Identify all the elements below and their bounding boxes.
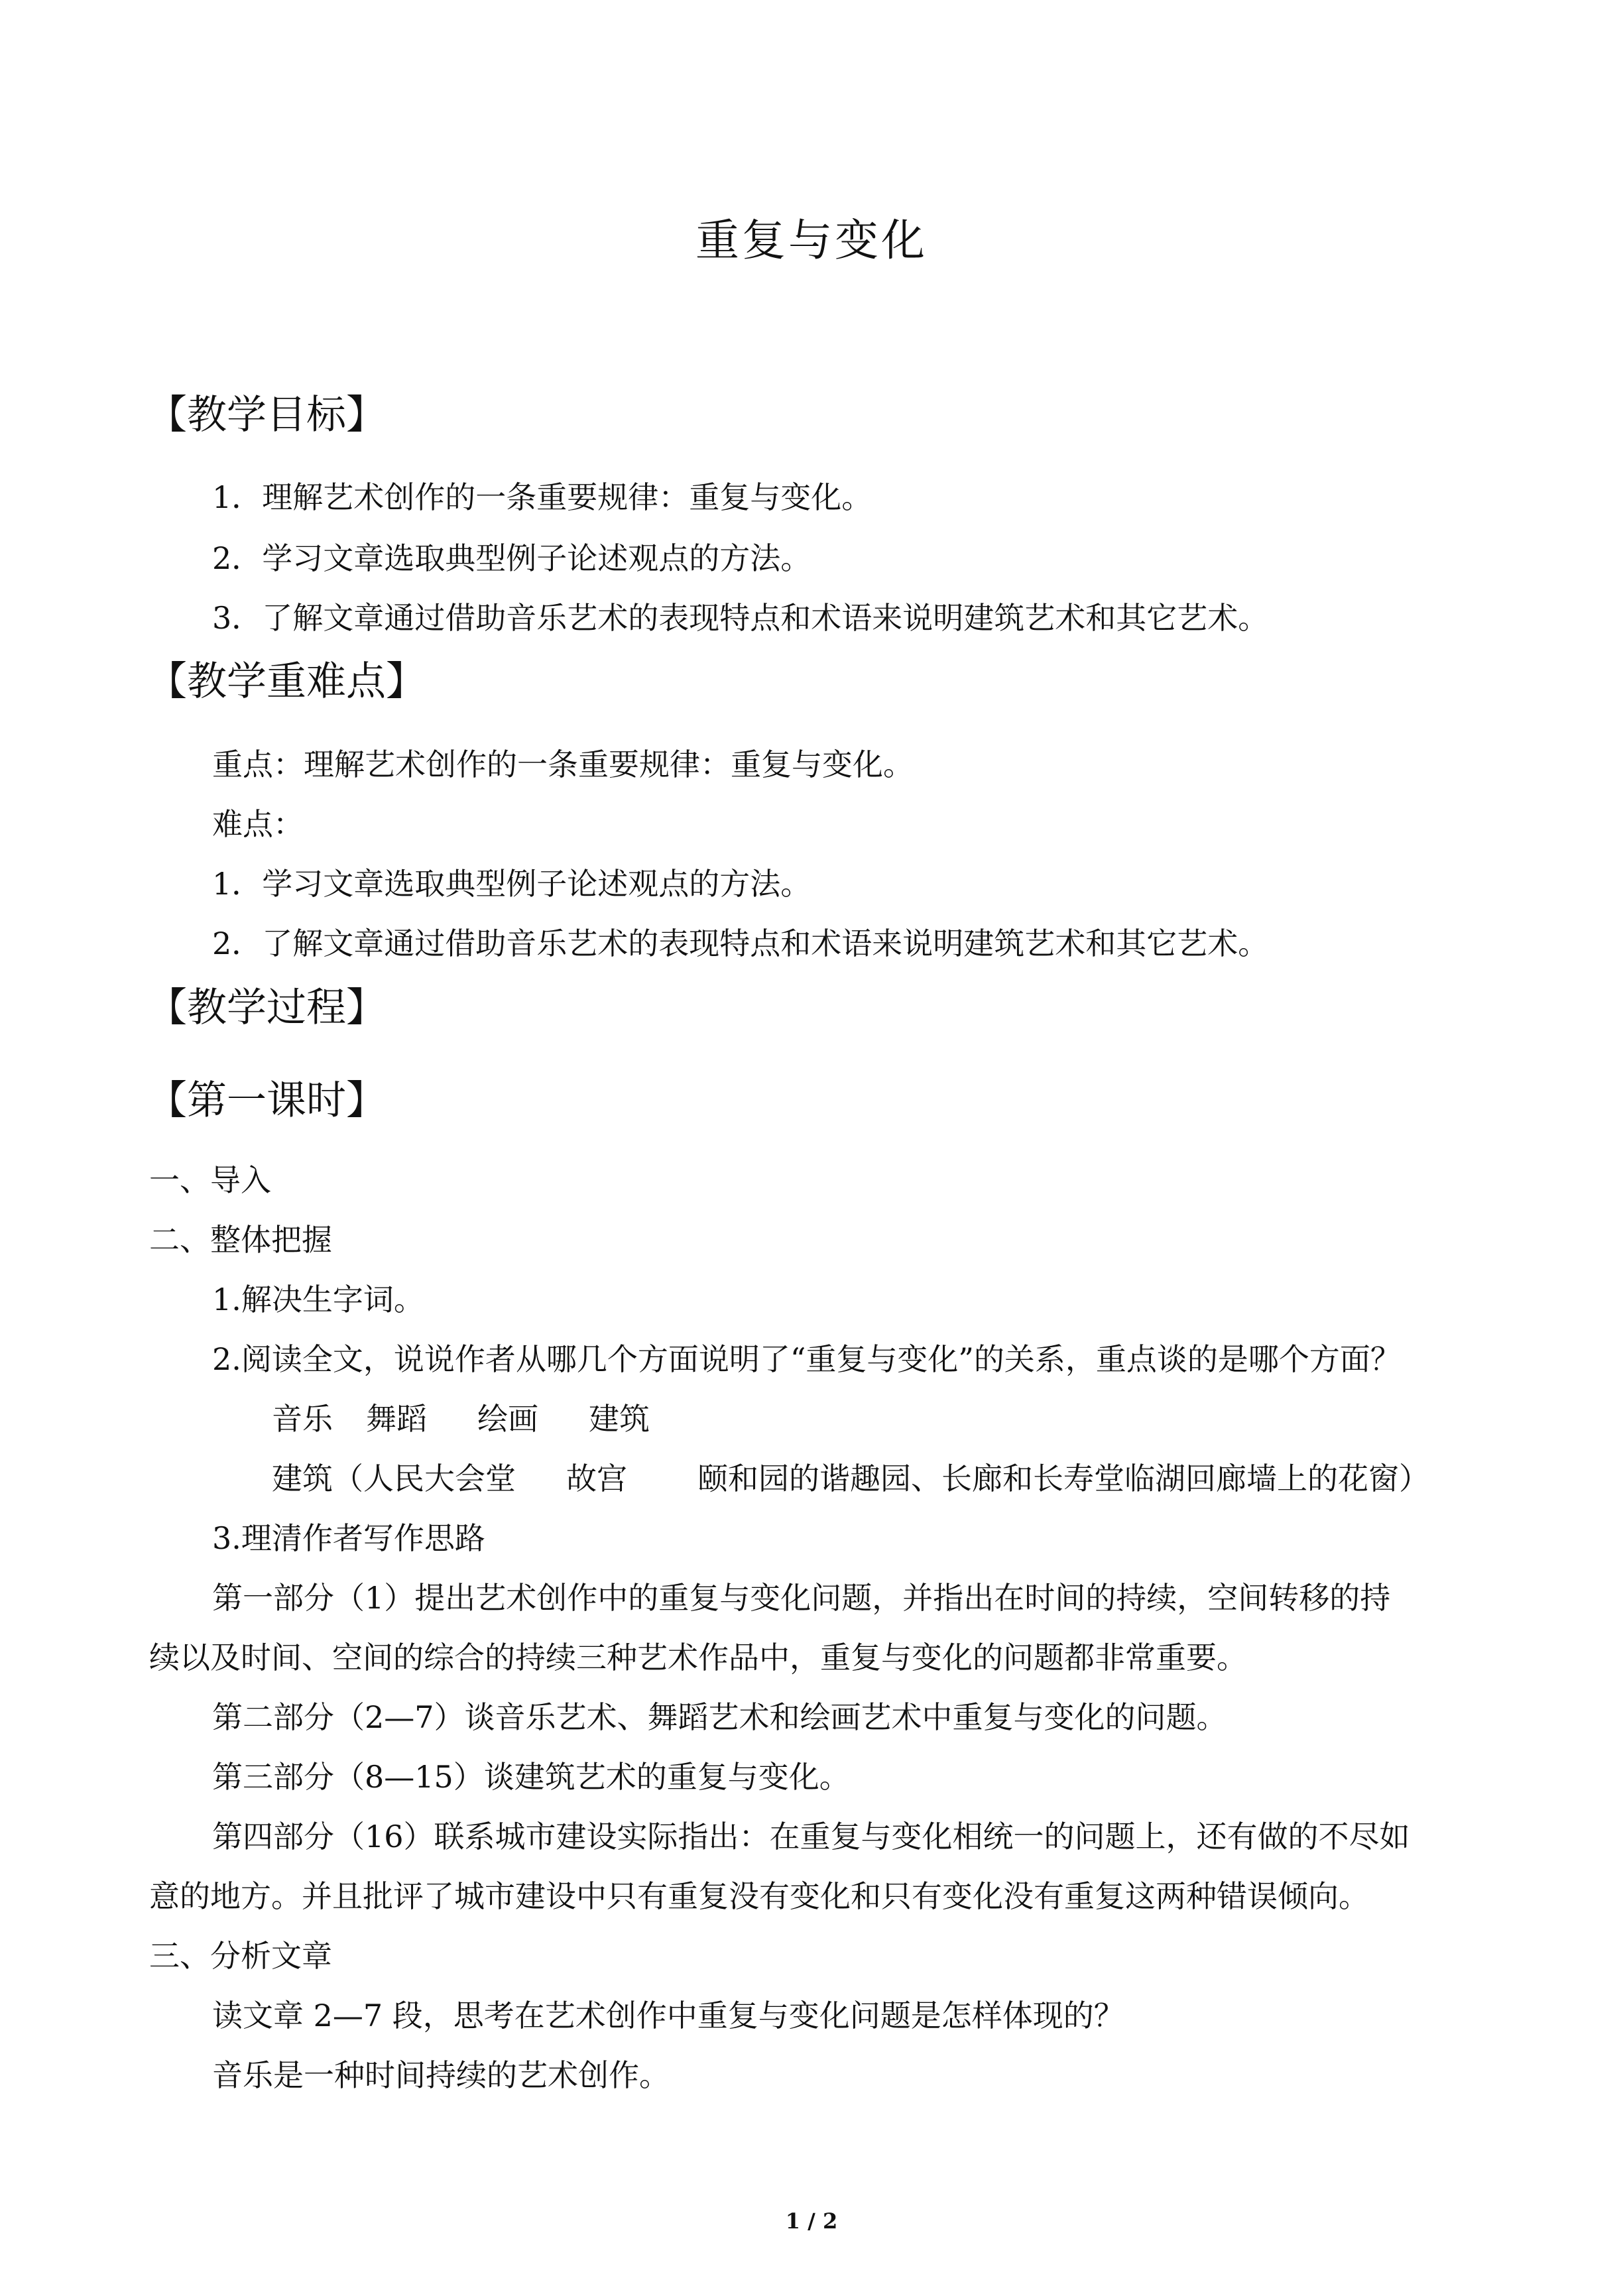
aspect-music: 音乐 bbox=[272, 1401, 333, 1437]
key-points-heading: 【教学重难点】 bbox=[147, 658, 426, 705]
part1-line-b: 续以及时间、空间的综合的持续三种艺术作品中，重复与变化的问题都非常重要。 bbox=[149, 1640, 1247, 1675]
analysis-line: 三、分析文章 bbox=[149, 1938, 332, 1974]
aspects-line bbox=[272, 1397, 650, 1441]
part4-line-b: 意的地方。并且批评了城市建设中只有重复没有变化和只有变化没有重复这两种错误倾向。 bbox=[149, 1878, 1369, 1914]
objective-item-1: 1．理解艺术创作的一条重要规律：重复与变化。 bbox=[212, 479, 872, 515]
objective-item-2: 2．学习文章选取典型例子论述观点的方法。 bbox=[212, 540, 812, 576]
aspect-architecture: 建筑 bbox=[589, 1401, 650, 1437]
part1-line-a: 第一部分（1）提出艺术创作中的重复与变化问题，并指出在时间的持续，空间转移的持 bbox=[212, 1580, 1391, 1616]
architecture-palace: 故宫 bbox=[566, 1461, 627, 1496]
music-line: 音乐是一种时间持续的艺术创作。 bbox=[212, 2057, 670, 2093]
objectives-heading: 【教学目标】 bbox=[147, 392, 386, 438]
overall-line: 二、整体把握 bbox=[149, 1222, 332, 1258]
difficult-item-1: 1．学习文章选取典型例子论述观点的方法。 bbox=[212, 866, 812, 902]
key-point: 重点：理解艺术创作的一条重要规律：重复与变化。 bbox=[212, 747, 914, 782]
page-number: 1 / 2 bbox=[785, 2208, 838, 2234]
step-2: 2.阅读全文，说说作者从哪几个方面说明了“重复与变化”的关系，重点谈的是哪个方面？ bbox=[212, 1341, 1401, 1377]
objective-item-3: 3．了解文章通过借助音乐艺术的表现特点和术语来说明建筑艺术和其它艺术。 bbox=[212, 600, 1269, 636]
step-3: 3.理清作者写作思路 bbox=[212, 1520, 485, 1556]
architecture-garden: 颐和园的谐趣园、长廊和长寿堂临湖回廊墙上的花窗） bbox=[697, 1461, 1429, 1496]
process-heading: 【教学过程】 bbox=[147, 985, 386, 1031]
step-1: 1.解决生字词。 bbox=[212, 1282, 424, 1317]
difficult-label: 难点： bbox=[212, 806, 304, 842]
architecture-hall: 建筑（人民大会堂 bbox=[272, 1461, 516, 1496]
difficult-item-2: 2．了解文章通过借助音乐艺术的表现特点和术语来说明建筑艺术和其它艺术。 bbox=[212, 926, 1269, 961]
intro-line: 一、导入 bbox=[149, 1162, 271, 1198]
architecture-line bbox=[272, 1457, 1429, 1500]
part3-line: 第三部分（8—15）谈建筑艺术的重复与变化。 bbox=[212, 1759, 850, 1795]
aspect-painting: 绘画 bbox=[477, 1401, 538, 1437]
page-title: 重复与变化 bbox=[695, 215, 928, 266]
part2-line: 第二部分（2—7）谈音乐艺术、舞蹈艺术和绘画艺术中重复与变化的问题。 bbox=[212, 1699, 1227, 1735]
aspect-dance: 舞蹈 bbox=[366, 1401, 427, 1437]
part4-line-a: 第四部分（16）联系城市建设实际指出：在重复与变化相统一的问题上，还有做的不尽如 bbox=[212, 1819, 1410, 1854]
question-line: 读文章 2—7 段，思考在艺术创作中重复与变化问题是怎样体现的？ bbox=[212, 1998, 1124, 2033]
lesson1-heading: 【第一课时】 bbox=[147, 1077, 386, 1124]
